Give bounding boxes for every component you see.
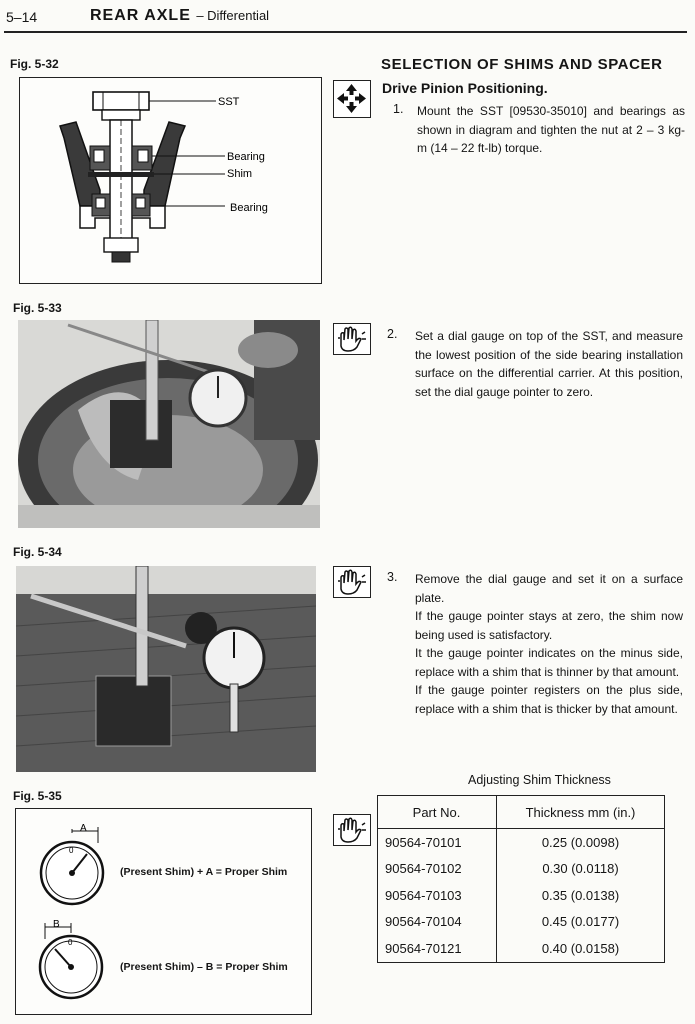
step-1-text <box>417 102 685 158</box>
hand-measure-icon <box>333 323 371 355</box>
step-3-number: 3. <box>387 570 398 584</box>
thickness-value: 0.30 (0.0118) <box>542 861 619 877</box>
label-sst: SST <box>218 96 240 108</box>
chapter-subtitle: – Differential <box>196 8 270 23</box>
fig-5-34-photo <box>16 566 316 772</box>
label-bearing-bottom: Bearing <box>230 202 268 214</box>
table-row <box>378 909 665 936</box>
gauge-b-letter: B <box>53 919 60 930</box>
section-title: SELECTION OF SHIMS AND SPACER <box>381 56 663 73</box>
table-row <box>378 882 665 909</box>
fig-5-32-diagram <box>19 77 322 284</box>
fig-5-34-caption: Fig. 5-34 <box>13 545 62 559</box>
step-3-paragraph-4: If the gauge pointer registers on the plus side, replace with a shim that is thicker by that amount. <box>415 683 683 716</box>
fig-5-35-diagram <box>15 808 312 1015</box>
table-title: Adjusting Shim Thickness <box>468 773 611 787</box>
hand-measure-icon <box>333 566 371 598</box>
fig-5-33-caption: Fig. 5-33 <box>13 301 62 315</box>
carrier-gauge-photo <box>18 320 320 528</box>
dial-gauge-b-icon <box>35 919 109 1003</box>
header-rule <box>4 31 687 33</box>
formula-minus-b: (Present Shim) – B = Proper Shim <box>120 961 288 973</box>
step-3-paragraph-1: Remove the dial gauge and set it on a surface plate. <box>415 572 683 605</box>
step-2-paragraph: Set a dial gauge on top of the SST, and measure the lowest position of the side bearing installation surface on the differential carrier. At this position, set the dial gauge pointer to zero. <box>415 329 683 399</box>
step-1-paragraph: Mount the SST [09530-35010] and bearings as shown in diagram and tighten the nut at 2 – 3 kg-m (14 – 22 ft-lb) torque. <box>417 104 685 155</box>
step-1-number: 1. <box>393 102 404 116</box>
part-number: 90564-70104 <box>378 909 497 936</box>
thickness-value: 0.40 (0.0158) <box>541 940 620 956</box>
chapter-title: REAR AXLE <box>90 7 191 24</box>
label-shim: Shim <box>227 168 253 180</box>
step-2-text <box>415 327 683 401</box>
section-subtitle: Drive Pinion Positioning. <box>382 80 548 96</box>
surface-plate-gauge-photo <box>16 566 316 772</box>
step-2-number: 2. <box>387 327 398 341</box>
step-3-paragraph-3: It the gauge pointer indicates on the minus side, replace with a shim that is thinner by that amount. <box>415 646 683 679</box>
thickness-value: 0.35 (0.0138) <box>541 887 620 903</box>
gauge-a-letter: A <box>80 823 87 834</box>
fig-5-35-caption: Fig. 5-35 <box>13 789 62 803</box>
dial-b-zero: 0 <box>68 938 73 947</box>
thickness-value: 0.25 (0.0098) <box>541 834 620 850</box>
step-3-paragraph-2: If the gauge pointer stays at zero, the shim now being used is satisfactory. <box>415 609 683 642</box>
page-number: 5–14 <box>6 9 38 25</box>
table-row <box>378 829 665 856</box>
page-title <box>90 7 269 25</box>
formula-plus-a: (Present Shim) + A = Proper Shim <box>120 866 288 878</box>
part-number: 90564-70103 <box>378 882 497 909</box>
shim-thickness-table <box>377 795 665 963</box>
sst-assembly-illustration <box>20 78 320 282</box>
hand-measure-icon <box>333 814 371 846</box>
header-part-no: Part No. <box>378 796 497 829</box>
step-3-text <box>415 570 683 718</box>
fig-5-32-caption: Fig. 5-32 <box>10 57 59 71</box>
header-thickness: Thickness mm (in.) <box>497 796 665 829</box>
table-row <box>378 856 665 883</box>
adjust-arrows-icon <box>333 80 371 118</box>
part-number: 90564-70121 <box>378 935 497 962</box>
dial-a-zero: 0 <box>69 846 74 855</box>
fig-5-33-photo <box>18 320 320 528</box>
dial-gauge-a-icon <box>36 823 110 907</box>
thickness-value: 0.45 (0.0177) <box>541 914 620 930</box>
part-number: 90564-70102 <box>378 856 497 883</box>
table-row <box>378 935 665 962</box>
label-bearing-top: Bearing <box>227 151 265 163</box>
part-number: 90564-70101 <box>378 829 497 856</box>
table-header-row <box>378 796 665 829</box>
